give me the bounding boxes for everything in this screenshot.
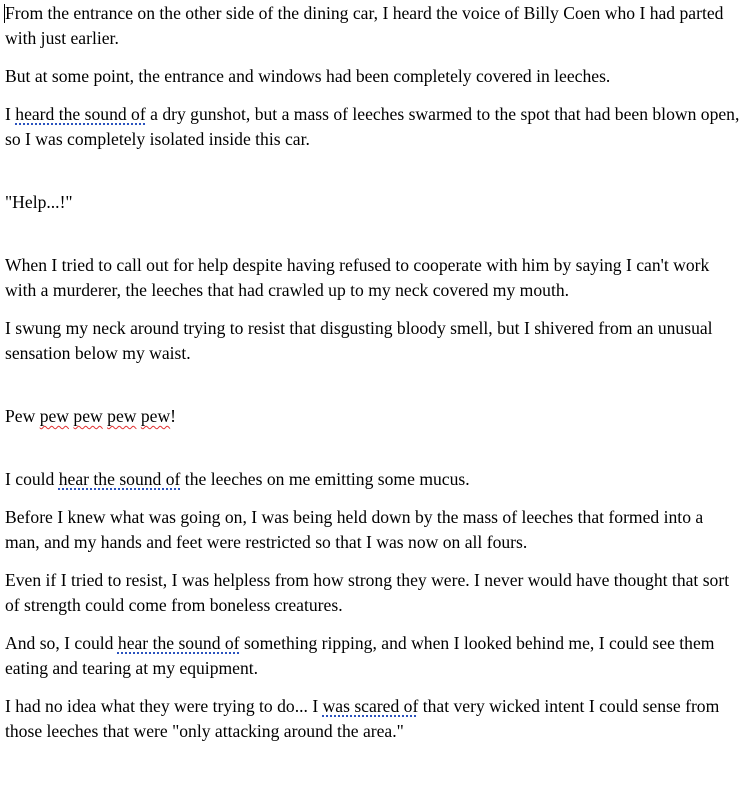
spelling-error[interactable]: pew — [39, 406, 70, 426]
text-run: Before I knew what was going on, I was being held down by the mass of leeches that formed into a man, and my hands and feet were restricted so that I was now on all fours. — [5, 507, 704, 552]
paragraph[interactable] — [5, 102, 741, 152]
paragraph[interactable] — [5, 316, 741, 366]
paragraph[interactable] — [5, 568, 741, 618]
text-cursor — [4, 4, 5, 23]
grammar-suggestion[interactable]: heard the sound of — [15, 104, 146, 124]
paragraph[interactable] — [5, 631, 741, 681]
text-run: From the entrance on the other side of the dining car, I heard the voice of Billy Coen who I had parted with just earlier. — [5, 3, 724, 48]
text-run: Pew — [5, 406, 40, 426]
text-run: I swung my neck around trying to resist that disgusting bloody smell, but I shivered from an unusual sensation below my waist. — [5, 318, 713, 363]
grammar-suggestion[interactable]: hear the sound of — [58, 469, 181, 489]
text-run: When I tried to call out for help despite having refused to cooperate with him by saying I can't work with a murderer, the leeches that had crawled up to my neck covered my mouth. — [5, 255, 710, 300]
text-run: But at some point, the entrance and windows had been completely covered in leeches. — [5, 66, 611, 86]
text-run: And so, I could — [5, 633, 118, 653]
paragraph[interactable] — [5, 1, 741, 51]
paragraph[interactable] — [5, 190, 741, 215]
text-run: I had no idea what they were trying to do... I — [5, 696, 323, 716]
spelling-error[interactable]: pew — [140, 406, 171, 426]
text-run: a dry gunshot, but a mass of leeches swarmed to the spot that had been blown open, so I was completely isolated inside this car. — [5, 104, 740, 149]
text-run: Even if I tried to resist, I was helpless from how strong they were. I never would have thought that sort of strength could come from boneless creatures. — [5, 570, 730, 615]
grammar-suggestion[interactable]: was scared of — [322, 696, 419, 716]
spelling-error[interactable]: pew — [73, 406, 103, 426]
paragraph[interactable] — [5, 694, 741, 744]
spelling-error[interactable]: pew — [107, 406, 137, 426]
document-body[interactable] — [5, 1, 741, 757]
paragraph[interactable] — [5, 467, 741, 492]
paragraph[interactable] — [5, 404, 741, 429]
text-run: ! — [170, 406, 177, 426]
paragraph[interactable] — [5, 505, 741, 555]
text-run: I could — [5, 469, 59, 489]
text-run: I — [5, 104, 16, 124]
paragraph[interactable] — [5, 64, 741, 89]
text-run: that very wicked intent I could sense from those leeches that were "only attacking around the area." — [5, 696, 720, 741]
grammar-suggestion[interactable]: hear the sound of — [117, 633, 240, 653]
text-run: "Help...!" — [5, 192, 73, 212]
text-run: the leeches on me emitting some mucus. — [180, 469, 470, 489]
text-run: something ripping, and when I looked behind me, I could see them eating and tearing at my equipment. — [5, 633, 715, 678]
paragraph[interactable] — [5, 253, 741, 303]
